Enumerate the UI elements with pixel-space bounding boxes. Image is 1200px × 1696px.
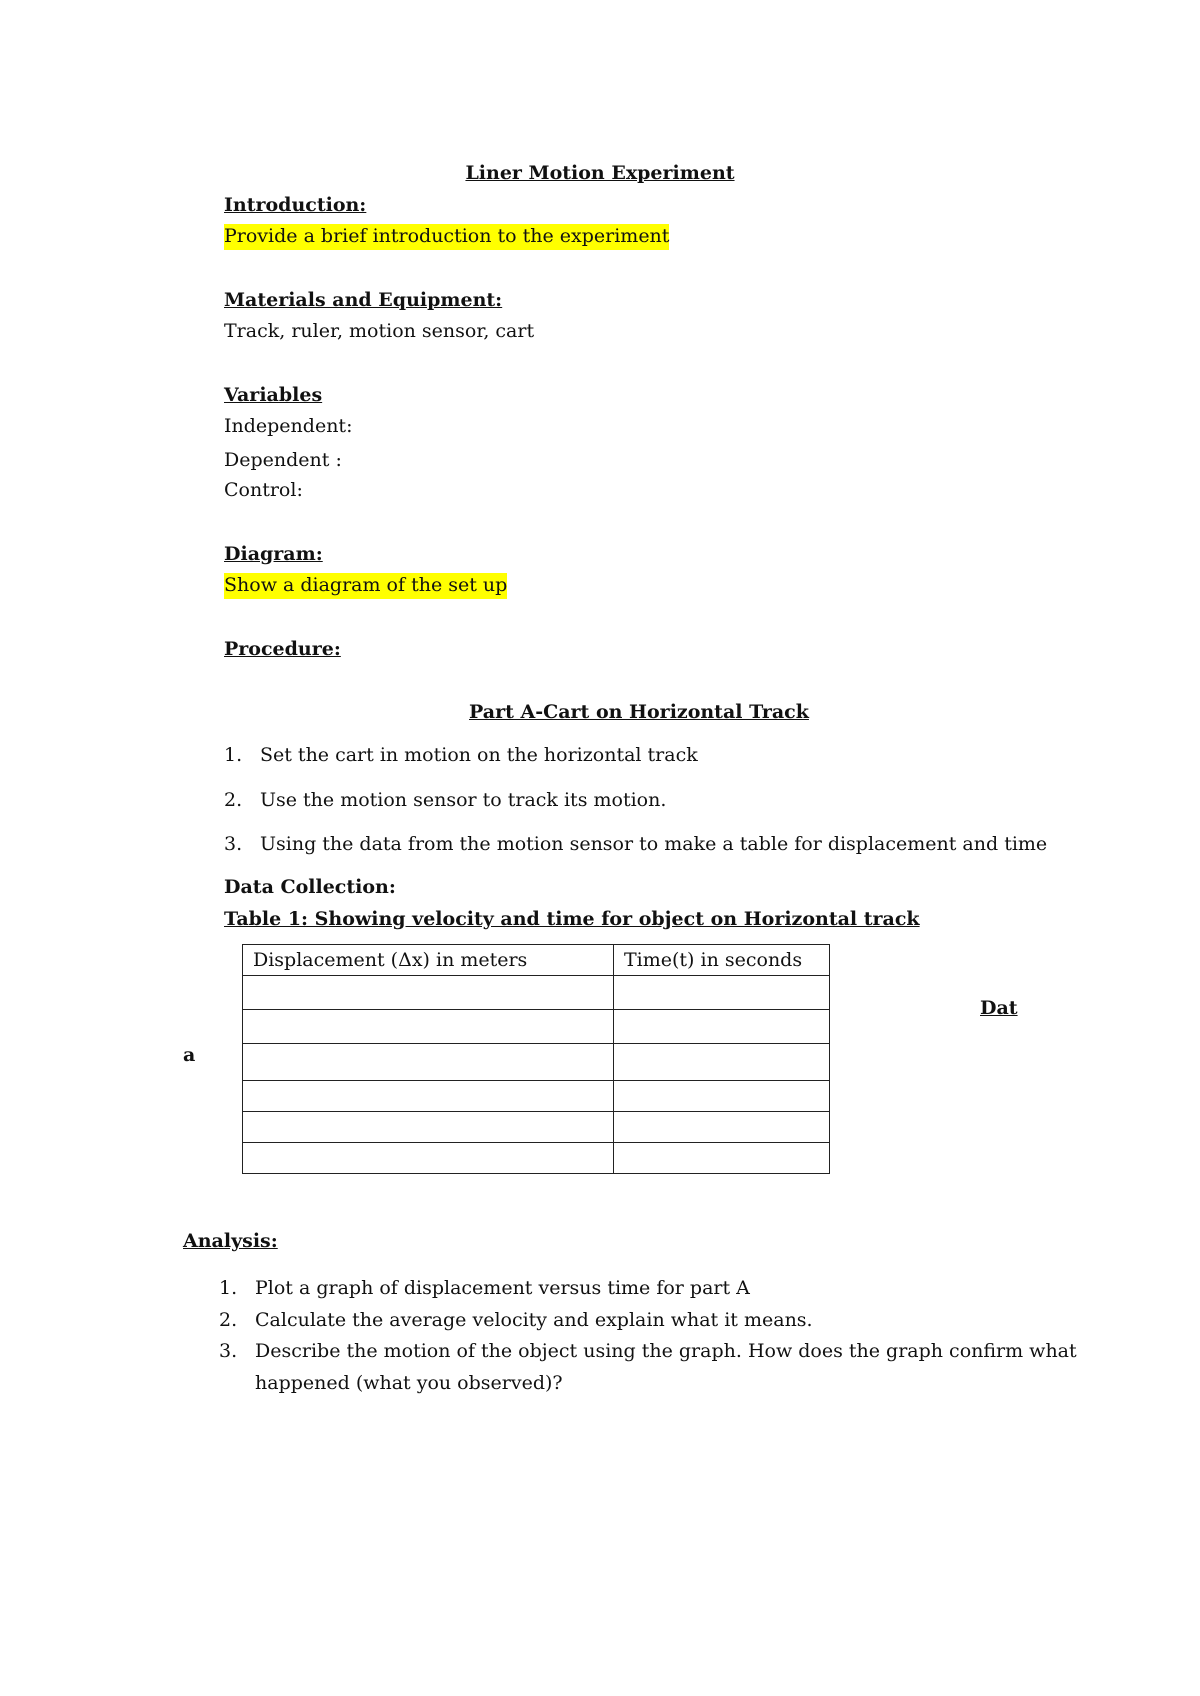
table-cell[interactable] (614, 1010, 830, 1044)
introduction-heading: Introduction: (224, 194, 367, 216)
table-row (243, 1081, 830, 1112)
data-collection-heading: Data Collection: (224, 876, 396, 898)
analysis-item: Describe the motion of the object using the graph. How does the graph confirm what (255, 1340, 1077, 1362)
stray-text-left: a (183, 1044, 196, 1066)
analysis-item-continuation: happened (what you observed)? (255, 1372, 563, 1394)
table-header-row (243, 945, 830, 976)
table-cell[interactable] (243, 1143, 614, 1174)
document-title: Liner Motion Experiment (465, 162, 735, 184)
procedure-step: Use the motion sensor to track its motion. (260, 789, 667, 811)
materials-heading: Materials and Equipment: (224, 289, 503, 311)
variable-independent: Independent: (224, 415, 353, 437)
analysis-item: Calculate the average velocity and explain what it means. (255, 1309, 813, 1331)
table-row (243, 1112, 830, 1143)
table-cell[interactable] (614, 1081, 830, 1112)
procedure-heading: Procedure: (224, 638, 341, 660)
analysis-heading: Analysis: (183, 1230, 278, 1252)
procedure-step: Using the data from the motion sensor to make a table for displacement and time (260, 833, 1048, 855)
table-cell[interactable] (614, 976, 830, 1010)
procedure-step-number: 3. (224, 833, 243, 855)
header-time: Time(t) in seconds (614, 945, 830, 976)
table-cell[interactable] (243, 1044, 614, 1081)
procedure-step-number: 1. (224, 744, 243, 766)
data-table (242, 944, 830, 1174)
variables-heading: Variables (224, 384, 323, 406)
table-cell[interactable] (243, 1010, 614, 1044)
procedure-step: Set the cart in motion on the horizontal track (260, 744, 698, 766)
table-cell[interactable] (243, 1112, 614, 1143)
table-cell[interactable] (614, 1143, 830, 1174)
part-a-title: Part A-Cart on Horizontal Track (469, 701, 809, 723)
materials-text: Track, ruler, motion sensor, cart (224, 320, 535, 342)
analysis-item-number: 2. (219, 1309, 238, 1331)
analysis-item: Plot a graph of displacement versus time for part A (255, 1277, 750, 1299)
introduction-text: Provide a brief introduction to the experiment (224, 227, 669, 246)
procedure-step-number: 2. (224, 789, 243, 811)
table-row (243, 1044, 830, 1081)
diagram-heading: Diagram: (224, 543, 323, 565)
analysis-item-number: 3. (219, 1340, 238, 1362)
header-displacement: Displacement (Δx) in meters (243, 945, 614, 976)
table-cell[interactable] (243, 1081, 614, 1112)
diagram-text: Show a diagram of the set up (224, 576, 507, 595)
stray-text-right: Dat (980, 997, 1018, 1019)
table-row (243, 1010, 830, 1044)
variable-control: Control: (224, 479, 303, 501)
analysis-item-number: 1. (219, 1277, 238, 1299)
table-cell[interactable] (614, 1044, 830, 1081)
table-row (243, 1143, 830, 1174)
table-caption: Table 1: Showing velocity and time for object on Horizontal track (224, 908, 920, 930)
table-row (243, 976, 830, 1010)
variable-dependent: Dependent : (224, 449, 342, 471)
table-cell[interactable] (243, 976, 614, 1010)
table-cell[interactable] (614, 1112, 830, 1143)
